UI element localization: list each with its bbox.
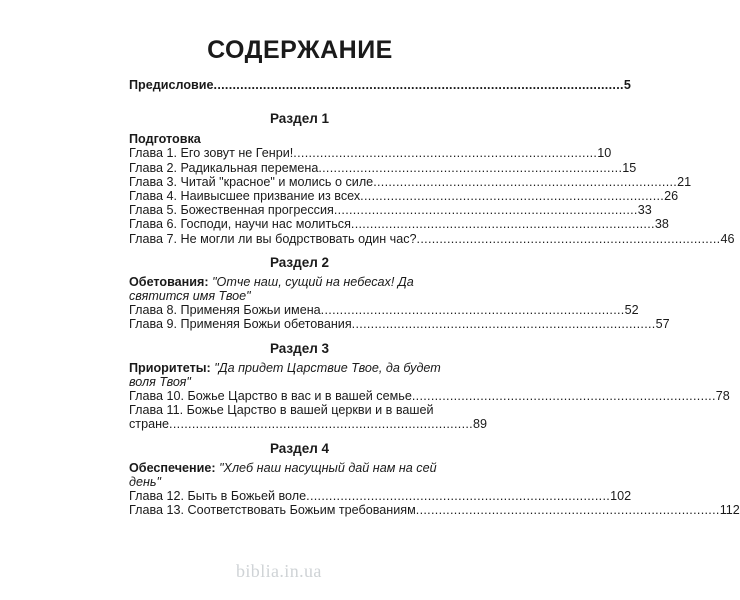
toc-entry-label: Глава 8. Применяя Божьи имена: [129, 303, 321, 318]
section-heading: [129, 461, 470, 489]
toc-entry-label: Глава 1. Его зовут не Генри!: [129, 146, 294, 161]
leader-dots: ................................................................................: [169, 417, 473, 432]
section-heading: [129, 275, 470, 303]
toc-entry-continuation: [129, 417, 487, 432]
section-heading-label: Обеспечение:: [129, 460, 216, 475]
toc-entry-label: Глава 10. Божье Царство в вас и в вашей семье: [129, 389, 412, 404]
toc-entry-page: 15: [622, 160, 637, 175]
toc-entry: [129, 203, 652, 218]
toc-entry-page: 102: [610, 489, 632, 504]
leader-dots: ................................................................................: [351, 317, 656, 332]
toc-entry-label: Глава 11. Божье Царство в вашей церкви и в вашей: [129, 403, 434, 418]
toc-entry-preface: [129, 78, 631, 92]
toc-entry-page: 21: [677, 174, 692, 189]
toc-entry-label: Глава 3. Читай "красное" и молись о силе: [129, 174, 374, 189]
toc-entry: [129, 189, 679, 204]
toc-entry: [129, 317, 670, 332]
leader-dots: ............................................................................................................: [213, 78, 624, 92]
toc-entry-page: 33: [637, 203, 652, 218]
toc-entry-label: Глава 4. Наивысшее призвание из всех: [129, 189, 361, 204]
leader-dots: ................................................................................: [350, 217, 655, 232]
toc-entry: [129, 231, 735, 246]
leader-dots: ................................................................................: [293, 146, 598, 161]
section-heading-label: Приоритеты:: [129, 360, 211, 375]
toc-entry-label: Глава 13. Соответствовать Божьим требованиям: [129, 503, 416, 518]
section-1: [129, 111, 735, 246]
section-heading-label: Обетования:: [129, 274, 209, 289]
watermark: biblia.in.ua: [236, 561, 322, 581]
section-title: Раздел 4: [269, 440, 330, 456]
toc-entry-page: 52: [624, 303, 639, 318]
leader-dots: ................................................................................: [320, 303, 625, 318]
toc-entry-label: Глава 7. Не могли ли вы бодрствовать один час?: [129, 231, 417, 246]
toc-entry: [129, 160, 637, 175]
leader-dots: ................................................................................: [416, 231, 721, 246]
toc-entry-label: Глава 5. Божественная прогрессия: [129, 203, 334, 218]
section-4: [129, 440, 740, 518]
section-heading: [129, 361, 470, 389]
section-heading-quote: "Да придет Царствие Твое, да будет воля Твоя": [129, 360, 441, 389]
section-heading-quote: "Хлеб наш насущный дай нам на сей день": [129, 460, 437, 489]
toc-entry-page: 78: [715, 389, 730, 404]
page-title: СОДЕРЖАНИЕ: [207, 36, 393, 64]
toc-entry-label: Глава 2. Радикальная перемена: [129, 160, 319, 175]
leader-dots: ................................................................................: [333, 203, 638, 218]
toc-entry-page: 57: [655, 317, 670, 332]
table-of-contents: [129, 78, 740, 518]
toc-entry-label: Предисловие: [129, 78, 214, 92]
leader-dots: ................................................................................: [318, 160, 623, 175]
toc-entry-page: 112: [719, 503, 740, 518]
toc-entry: [129, 146, 612, 161]
toc-entry-label: Глава 9. Применяя Божьи обетования: [129, 317, 352, 332]
toc-entry-label: Глава 12. Быть в Божьей воле: [129, 489, 307, 504]
section-2: [129, 254, 670, 332]
section-title: Раздел 2: [269, 254, 330, 270]
toc-entry: [129, 503, 740, 518]
section-heading: [129, 132, 470, 146]
section-3: [129, 340, 730, 432]
section-title: Раздел 3: [269, 340, 330, 356]
leader-dots: ................................................................................: [415, 503, 720, 518]
toc-entry: [129, 389, 730, 404]
toc-entry-page: 46: [720, 231, 735, 246]
leader-dots: ................................................................................: [360, 189, 665, 204]
section-title: Раздел 1: [269, 111, 330, 127]
toc-entry: [129, 303, 639, 318]
toc-entry: [129, 174, 692, 189]
section-heading-label: Подготовка: [129, 132, 201, 147]
leader-dots: ................................................................................: [306, 489, 611, 504]
toc-entry-label-cont: стране: [129, 417, 170, 432]
leader-dots: ................................................................................: [373, 174, 678, 189]
section-heading-quote: "Отче наш, сущий на небесах! Да святится имя Твое": [129, 274, 414, 304]
toc-entry-page: 38: [654, 217, 669, 232]
toc-entry-label: Глава 6. Господи, научи нас молиться: [129, 217, 351, 232]
toc-entry-page: 89: [472, 417, 487, 432]
toc-entry-wrapped: [129, 403, 487, 432]
toc-entry-page: 10: [597, 146, 612, 161]
toc-entry: [129, 217, 669, 232]
toc-entry-page: 5: [623, 78, 631, 92]
leader-dots: ................................................................................: [411, 389, 716, 404]
toc-entry-page: 26: [664, 189, 679, 204]
toc-entry: [129, 489, 632, 504]
